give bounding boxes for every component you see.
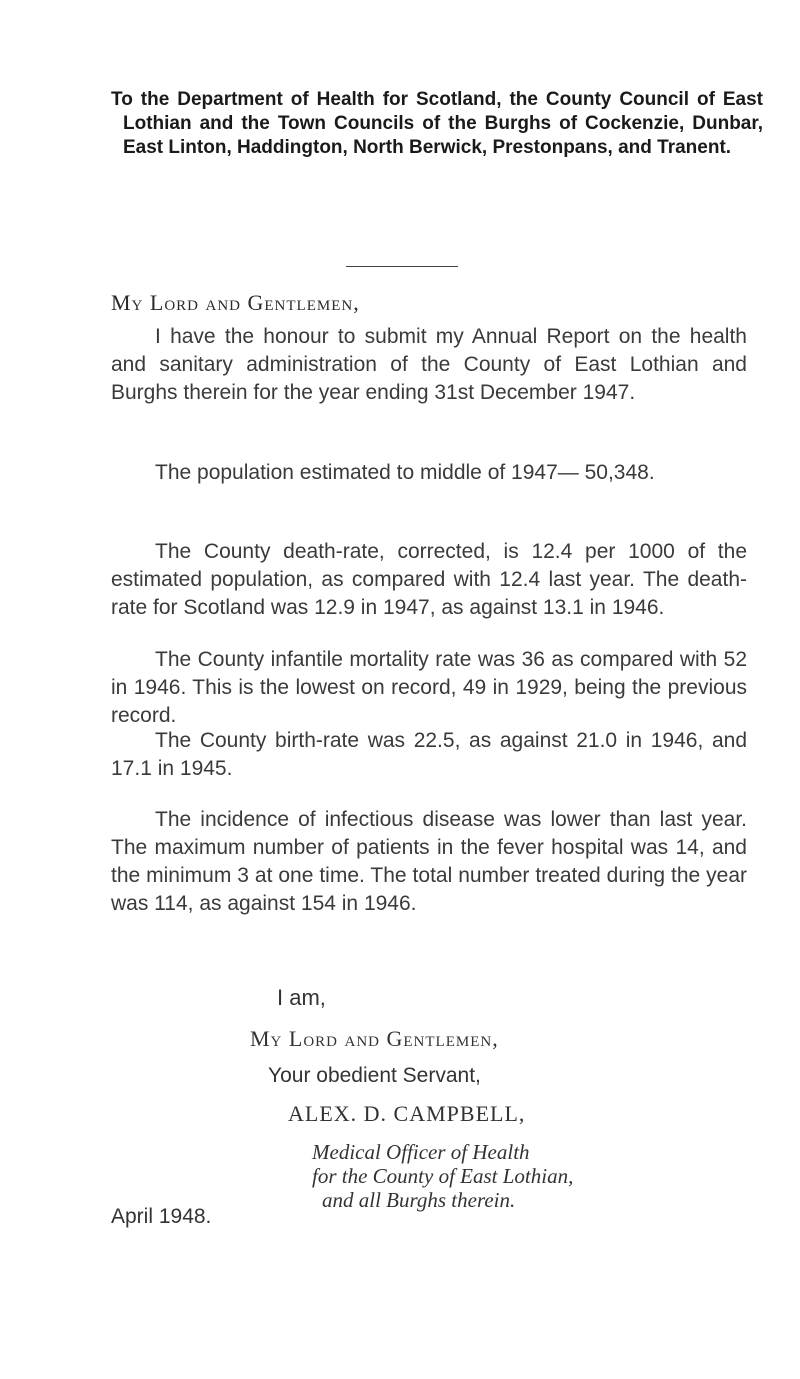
title-line: and all Burghs therein. xyxy=(322,1188,516,1212)
closing-i-am: I am, xyxy=(277,985,326,1010)
title-line: for the County of East Lothian, xyxy=(312,1164,574,1188)
divider-rule xyxy=(346,266,458,267)
closing-servant: Your obedient Servant, xyxy=(268,1064,481,1087)
paragraph-death-rate: The County death-rate, corrected, is 12.4 per 1000 of the estimated population, as compared with 12.4 last year. The death-rate for Scotland was 12.9 in 1947, as against 13.1 in 1946. xyxy=(111,540,747,619)
opening-salutation: My Lord and Gentlemen, xyxy=(111,290,360,315)
title-line: Medical Officer of Health xyxy=(312,1140,530,1164)
signature-name: ALEX. D. CAMPBELL, xyxy=(288,1101,526,1126)
paragraph-report-intro: I have the honour to submit my Annual Report on the health and sanitary administration of the County of East Lothian and Burghs therein for the year ending 31st December 1947. xyxy=(111,325,747,404)
report-date: April 1948. xyxy=(111,1205,212,1228)
paragraph-population: The population estimated to middle of 1947— 50,348. xyxy=(155,461,655,484)
signatory-title xyxy=(312,1140,752,1212)
paragraph-birth-rate: The County birth-rate was 22.5, as against 21.0 in 1946, and 17.1 in 1945. xyxy=(111,729,747,780)
closing-salutation: My Lord and Gentlemen, xyxy=(250,1026,499,1051)
address-heading: To the Department of Health for Scotland, the County Council of East Lothian and the Town Councils of the Burghs of Cockenzie, Dunbar, East Linton, Haddington, North Berwick, Prestonpans, and Tranent. xyxy=(111,89,763,158)
paragraph-infectious-disease: The incidence of infectious disease was lower than last year. The maximum number of patients in the fever hospital was 14, and the minimum 3 at one time. The total number treated during the year was 114, as against 154 in 1946. xyxy=(111,808,747,915)
paragraph-infant-mortality: The County infantile mortality rate was 36 as compared with 52 in 1946. This is the lowest on record, 49 in 1929, being the previous record. xyxy=(111,648,747,727)
